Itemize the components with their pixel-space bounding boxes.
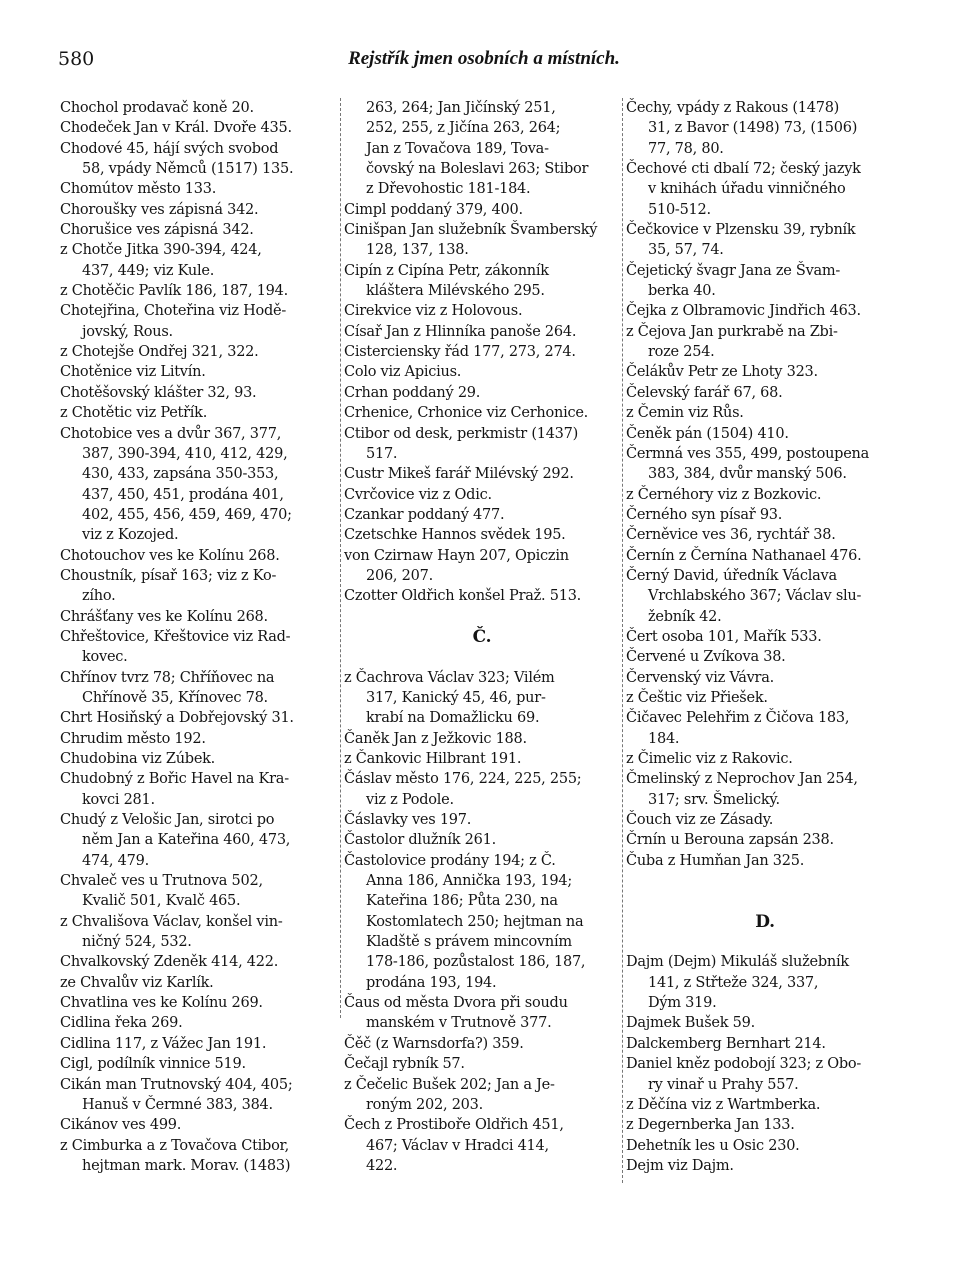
index-entry-line: z Chvališova Václav, konšel vin- [60,913,283,930]
index-entry-line: Chřínov tvrz 78; Chříňovec na [60,669,275,686]
index-entry-line: Čičavec Pelehřim z Čičova 183, [626,710,850,727]
index-entry-line: Dejm viz Dajm. [626,1157,734,1174]
index-entry-line: Černín z Černína Nathanael 476. [626,547,862,564]
index-continuation-line: něm Jan a Kateřina 460, 473, [82,832,291,849]
index-continuation-line: 31, z Bavor (1498) 73, (1506) [648,120,858,137]
index-entry-line: z Degernberka Jan 133. [626,1117,795,1134]
index-entry-line: Daniel kněz podobojí 323; z Obo- [626,1056,862,1073]
index-entry-line: Chvalkovský Zdeněk 414, 422. [60,954,279,971]
blank-line [344,647,620,667]
index-continuation-line: Anna 186, Annička 193, 194; [366,873,572,890]
index-column-2 [344,98,620,1176]
index-continuation-line: jovský, Rous. [82,323,173,340]
index-entry-line: z Čankovic Hilbrant 191. [344,751,522,767]
index-entry-line: Dajmek Bušek 59. [626,1015,755,1032]
index-entry-line: Ctibor od desk, perkmistr (1437) [344,425,579,442]
index-continuation-line: 206, 207. [366,567,433,584]
index-entry-line: z Děčína viz z Wartmberka. [626,1096,821,1113]
index-entry-line: Cvrčovice viz z Odic. [344,486,492,503]
index-entry-line: z Čachrova Václav 323; Vilém [344,669,555,686]
index-continuation-line: 474, 479. [82,852,149,869]
index-continuation-line: žebník 42. [648,608,722,625]
index-continuation-line: 430, 433, zapsána 350-353, [82,466,279,483]
blank-line [626,932,904,952]
index-continuation-line: Vrchlabského 367; Václav slu- [648,588,862,605]
index-entry-line: Čeněk pán (1504) 410. [626,425,789,442]
index-entry-line: z Chotěčic Pavlík 186, 187, 194. [60,283,288,300]
index-continuation-line: Hanuš v Čermné 383, 384. [82,1096,273,1113]
index-entry-line: Čejetický švagr Jana ze Švam- [626,262,841,279]
index-entry-line: Cigl, podílník vinnice 519. [60,1056,246,1073]
index-entry-line: Custr Mikeš farář Milévský 292. [344,466,574,483]
index-entry-line: Čert osoba 101, Mařík 533. [626,628,822,645]
index-entry-line: Chrt Hosiňský a Dobřejovský 31. [60,710,294,727]
index-continuation-line: ničný 524, 532. [82,934,192,951]
index-continuation-line: Kostomlatech 250; hejtman na [366,913,584,930]
index-continuation-line: 178-186, pozůstalost 186, 187, [366,954,586,971]
index-entry-line: Chotouchov ves ke Kolínu 268. [60,547,280,564]
index-continuation-line: 510-512. [648,201,711,218]
index-entry-line: Červenský viz Vávra. [626,669,774,686]
index-entry-line: Dalckemberg Bernhart 214. [626,1035,826,1052]
index-entry-line: z Cimburka a z Tovačova Ctibor, [60,1137,290,1154]
index-entry-line: Choustník, písař 163; viz z Ko- [60,567,277,584]
index-continuation-line: ry vinař u Prahy 557. [648,1076,799,1093]
index-entry-line: Čečkovice v Plzensku 39, rybník [626,222,856,239]
index-entry-line: Chorouškу ves zápisná 342. [60,201,259,218]
section-letter-heading: Č. [472,626,492,647]
index-entry-line: Chrudim město 192. [60,730,206,747]
index-continuation-line: roze 254. [648,344,715,361]
index-continuation-line: v knihách úřadu vinničného [648,181,846,198]
index-entry-line: Cipín z Cipína Petr, zákonník [344,262,549,279]
index-continuation-line: kovec. [82,649,128,666]
index-entry-line: z Černéhory viz z Bozkovic. [626,486,822,503]
index-entry-line: Čěč (z Warnsdorfa?) 359. [344,1035,524,1052]
index-entry-line: Chochol prodavač koně 20. [60,100,254,116]
index-entry-line: z Chotejše Ondřej 321, 322. [60,344,259,361]
index-continuation-line: viz z Podole. [366,791,454,808]
index-continuation-line: zího. [82,588,116,605]
index-entry-line: z Čečelic Bušek 202; Jan a Je- [344,1076,555,1093]
index-entry-line: Dehetník les u Osic 230. [626,1137,800,1154]
index-entry-line: Čaus od města Dvora při soudu [344,995,568,1012]
index-entry-line: z Čejova Jan purkrabě na Zbi- [626,323,838,340]
index-entry-line: ze Chvalův viz Karlík. [60,974,214,991]
index-entry-line: Čech z Prostiboře Oldřich 451, [344,1117,564,1134]
index-entry-line: Czetschke Hannos svědek 195. [344,527,566,544]
index-continuation-line: 437, 449; viz Kule. [82,262,215,279]
index-continuation-line: čovský na Boleslavi 263; Stibor [366,161,589,178]
index-entry-line: Crhenice, Crhonice viz Cerhonice. [344,405,589,422]
index-entry-line: Čáslavky ves 197. [344,812,472,829]
page-number: 580 [58,48,95,70]
index-continuation-line: 263, 264; Jan Jičínský 251, [366,100,556,116]
index-column-3 [626,98,904,1176]
index-entry-line: Cidlina 117, z Vážec Jan 191. [60,1035,267,1052]
index-entry-line: z Chotětic viz Petřík. [60,405,208,422]
blank-line [626,871,904,891]
index-entry-line: Czotter Oldřich konšel Praž. 513. [344,588,582,605]
index-entry-line: Chorušice ves zápisná 342. [60,222,254,239]
index-continuation-line: krabí na Domažlicku 69. [366,710,540,727]
index-continuation-line: 128, 137, 138. [366,242,469,259]
index-continuation-line: kovci 281. [82,791,155,808]
index-continuation-line: Kladště s právem mincovním [366,934,572,951]
index-entry-line: Cidlina řeka 269. [60,1015,183,1032]
index-entry-line: Černého syn písař 93. [626,506,783,523]
index-entry-line: Čáslav město 176, 224, 225, 255; [344,771,582,788]
index-entry-line: Chomútov město 133. [60,181,217,198]
index-entry-line: Císař Jan z Hlinníka panoše 264. [344,323,577,340]
index-entry-line: z Češtic viz Přiešek. [626,689,768,706]
index-continuation-line: manském v Trutnově 377. [366,1015,552,1032]
index-continuation-line: viz z Kozojed. [82,527,179,544]
index-entry-line: Cimpl poddaný 379, 400. [344,201,523,218]
index-entry-line: Čejka z Olbramovic Jindřich 463. [626,303,861,320]
index-continuation-line: 467; Václav v Hradci 414, [366,1137,549,1154]
index-entry-line: Čechové cti dbalí 72; český jazyk [626,161,861,178]
section-letter-heading: D. [755,911,775,932]
index-entry-line: Častolovice prodány 194; z Č. [344,852,556,869]
index-entry-line: Čečajl rybník 57. [344,1056,465,1073]
index-continuation-line: 77, 78, 80. [648,140,724,157]
index-entry-line: Chudý z Velošic Jan, sirotci po [60,812,275,829]
page-header [58,48,910,72]
index-continuation-line: roným 202, 203. [366,1096,483,1113]
blank-line [626,891,904,911]
index-entry-line: Čaněk Jan z Ježkovic 188. [344,730,527,747]
index-continuation-line: 35, 57, 74. [648,242,724,259]
index-continuation-line: 402, 455, 456, 459, 469, 470; [82,506,292,523]
index-continuation-line: 517. [366,445,398,462]
index-continuation-line: 437, 450, 451, prodána 401, [82,486,284,503]
index-continuation-line: 252, 255, z Jičína 263, 264; [366,120,561,137]
index-continuation-line: kláštera Milévského 295. [366,283,545,300]
index-entry-line: Čouch viz ze Zásady. [626,812,774,829]
index-entry-line: Čmelinský z Neprochov Jan 254, [626,771,858,788]
index-entry-line: Chvaleč ves u Trutnova 502, [60,873,263,890]
blank-line [344,607,620,627]
index-continuation-line: Kateřina 186; Půta 230, na [366,893,558,910]
index-entry-line: Crhan poddaný 29. [344,384,481,401]
index-entry-line: Czankar poddaný 477. [344,506,505,523]
index-continuation-line: Dým 319. [648,995,717,1012]
index-entry-line: von Czirnaw Hayn 207, Opiczin [344,547,569,564]
index-continuation-line: 141, z Střteže 324, 337, [648,974,819,991]
index-entry-line: Čuba z Humňan Jan 325. [626,852,805,869]
index-continuation-line: 383, 384, dvůr manský 506. [648,466,847,483]
index-entry-line: z Čimelic viz z Rakovic. [626,751,793,767]
index-entry-line: Chvatlina ves ke Kolínu 269. [60,995,263,1012]
index-entry-line: Cirekvice viz z Holovous. [344,303,523,320]
index-entry-line: Čelevský farář 67, 68. [626,384,783,401]
index-entry-line: Častolor dlužník 261. [344,832,496,849]
index-entry-line: Čechy, vpády z Rakous (1478) [626,100,840,116]
index-entry-line: Chotěšovský klášter 32, 93. [60,384,257,401]
index-entry-line: Chřeštovice, Křeštovice viz Rad- [60,628,291,645]
index-continuation-line: Kvalič 501, Kvalč 465. [82,893,241,910]
index-entry-line: Chotejřina, Choteřina viz Hodě- [60,303,287,320]
index-entry-line: Černý David, úředník Václava [626,567,837,584]
index-entry-line: Chrášťany ves ke Kolínu 268. [60,608,268,625]
index-entry-line: Chudobina viz Zúbek. [60,751,216,767]
index-entry-line: Dajm (Dejm) Mikuláš služebník [626,954,849,971]
index-entry-line: Cinišpan Jan služebník Švamberský [344,222,598,239]
index-entry-line: Čelákův Petr ze Lhoty 323. [626,364,818,381]
index-entry-line: Cikánov ves 499. [60,1117,182,1134]
index-entry-line: Colo viz Apicius. [344,364,462,381]
index-continuation-line: 317, Kanický 45, 46, pur- [366,689,546,706]
index-continuation-line: prodána 193, 194. [366,974,497,991]
index-continuation-line: hejtman mark. Morav. (1483) [82,1157,291,1174]
index-entry-line: Čermná ves 355, 499, postoupena [626,445,870,462]
index-entry-line: Chudobný z Bořic Havel na Kra- [60,771,289,788]
index-entry-line: Chotěnice viz Litvín. [60,364,206,381]
index-entry-line: Chodové 45, hájí svých svobod [60,140,279,157]
index-continuation-line: Jan z Tovačova 189, Tova- [366,140,549,157]
index-continuation-line: 422. [366,1157,398,1174]
running-title: Rejstřík jmen osobních a místních. [348,48,620,69]
index-column-1 [60,98,336,1176]
index-continuation-line: 58, vpády Němců (1517) 135. [82,161,294,178]
index-entry-line: Červené u Zvíkova 38. [626,649,786,666]
index-continuation-line: z Dřevohostic 181-184. [366,181,531,198]
index-continuation-line: 387, 390-394, 410, 412, 429, [82,445,288,462]
index-continuation-line: 317; srv. Šmelický. [648,791,780,808]
column-divider [340,98,341,1018]
index-entry-line: Černěvice ves 36, rychtář 38. [626,527,836,544]
index-continuation-line: berka 40. [648,283,716,300]
index-entry-line: Chodeček Jan v Král. Dvoře 435. [60,120,292,137]
index-entry-line: Cikán man Trutnovský 404, 405; [60,1076,293,1093]
index-entry-line: Chotobice ves a dvůr 367, 377, [60,425,282,442]
index-entry-line: Črnín u Berouna zapsán 238. [626,832,834,849]
index-entry-line: z Čemin viz Růs. [626,405,744,422]
index-continuation-line: Chřínově 35, Křínovec 78. [82,689,268,706]
index-entry-line: z Chotče Jitka 390-394, 424, [60,242,262,259]
index-continuation-line: 184. [648,730,680,747]
column-divider [622,98,623,1183]
index-entry-line: Cisterciensky řád 177, 273, 274. [344,344,576,361]
